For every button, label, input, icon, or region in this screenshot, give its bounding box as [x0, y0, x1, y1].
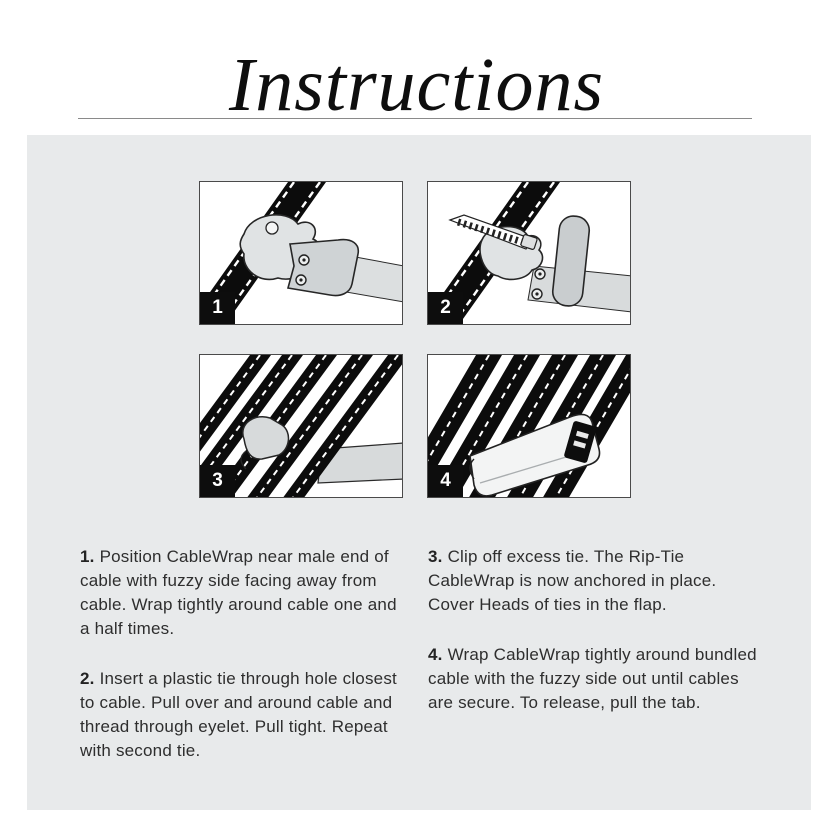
figure-panel-2 [427, 181, 631, 325]
instructions-right-column [428, 545, 758, 741]
instruction-text: Insert a plastic tie through hole closest to cable. Pull over and around cable and thread through eyelet. Pull tight. Repeat with second tie. [80, 669, 397, 760]
step-number-badge [428, 292, 463, 324]
instruction-text: Clip off excess tie. The Rip-Tie CableWrap is now anchored in place. Cover Heads of ties in the flap. [428, 547, 717, 614]
instruction-item-1 [80, 545, 402, 641]
figure-panel-3 [199, 354, 403, 498]
step-number-badge [200, 465, 235, 497]
instruction-text: Wrap CableWrap tightly around bundled cable with the fuzzy side out until cables are secure. To release, pull the tab. [428, 645, 757, 712]
instruction-item-3 [428, 545, 758, 617]
instruction-number: 4. [428, 645, 443, 664]
step-number: 1 [212, 297, 223, 318]
instruction-text: Position CableWrap near male end of cable with fuzzy side facing away from cable. Wrap tightly around cable one and a half times. [80, 547, 397, 638]
instruction-number: 1. [80, 547, 95, 566]
instruction-item-2 [80, 667, 402, 763]
step-number-badge [428, 465, 463, 497]
step-number-badge [200, 292, 235, 324]
step-number: 2 [440, 297, 451, 318]
figure-panel-1 [199, 181, 403, 325]
instruction-number: 3. [428, 547, 443, 566]
step-number: 3 [212, 470, 223, 491]
instruction-item-4 [428, 643, 758, 715]
instructions-left-column [80, 545, 402, 789]
step-number: 4 [440, 470, 451, 491]
figure-panel-4 [427, 354, 631, 498]
instruction-number: 2. [80, 669, 95, 688]
page-title: Instructions [228, 43, 605, 127]
